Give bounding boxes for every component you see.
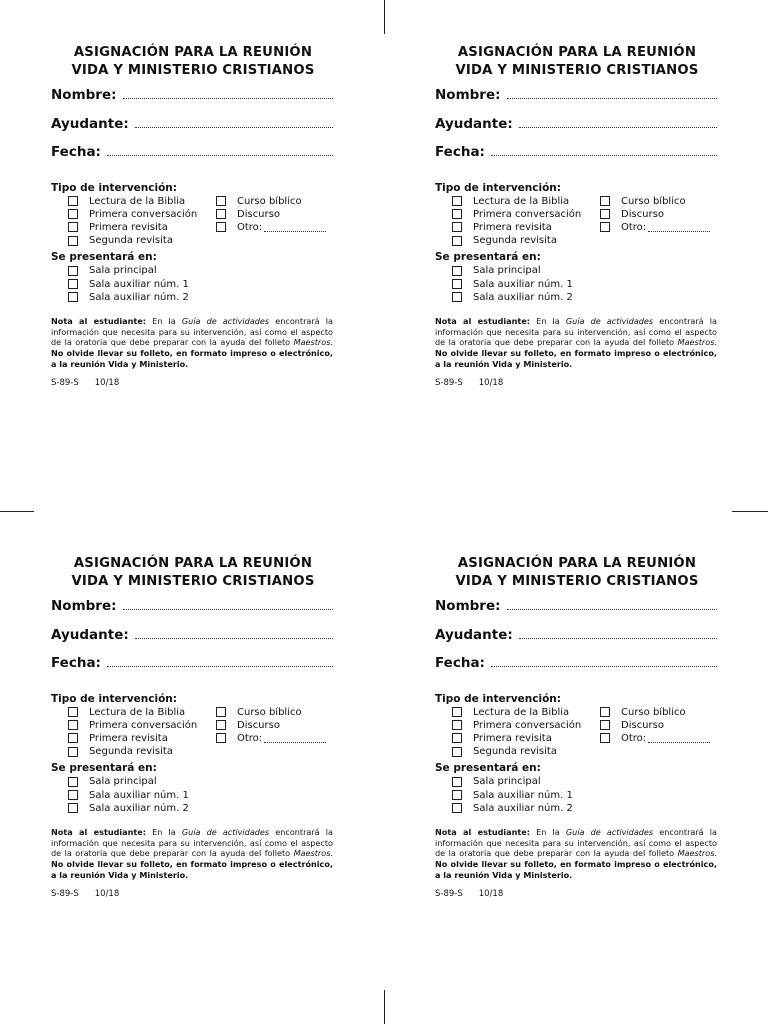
option-talk[interactable] [216, 719, 326, 732]
fields [51, 598, 333, 684]
note-text: encontrará la información que necesita para su intervención, así como el aspecto de la oratoria que debe preparar con la ayuda del folleto [435, 315, 717, 348]
checkbox[interactable] [68, 292, 78, 302]
option-label: Primera revisita [473, 732, 552, 744]
checkbox[interactable] [452, 292, 462, 302]
title-line-2: VIDA Y MINISTERIO CRISTIANOS [455, 574, 699, 589]
student-note [51, 827, 333, 881]
form-code: S-89-S [51, 377, 79, 388]
checkbox[interactable] [68, 236, 78, 246]
checkbox[interactable] [216, 733, 226, 743]
type-options [435, 706, 717, 759]
checkbox[interactable] [216, 196, 226, 206]
option-aux-1[interactable] [68, 277, 216, 290]
option-aux-1[interactable] [68, 788, 216, 801]
checkbox[interactable] [452, 279, 462, 289]
checkbox[interactable] [452, 222, 462, 232]
crop-mark-left [0, 511, 34, 512]
checkbox[interactable] [452, 790, 462, 800]
type-col-1 [452, 706, 600, 759]
form-code: S-89-S [435, 377, 463, 388]
title-line-2: VIDA Y MINISTERIO CRISTIANOS [71, 63, 315, 78]
fields [435, 598, 717, 684]
note-guide: Guía de actividades [565, 826, 654, 837]
name-label: Nombre: [51, 598, 117, 614]
room-title: Se presentará en: [435, 762, 541, 775]
option-aux-2[interactable] [452, 291, 600, 304]
option-aux-2[interactable] [68, 802, 216, 815]
option-aux-2[interactable] [452, 802, 600, 815]
option-first-conversation[interactable] [452, 719, 600, 732]
date-field[interactable] [51, 144, 333, 173]
type-col-2 [216, 706, 326, 759]
option-talk[interactable] [600, 719, 710, 732]
option-label: Sala principal [89, 776, 157, 788]
option-label: Otro: [237, 221, 263, 233]
helper-label: Ayudante: [435, 115, 513, 132]
crop-mark-top [384, 0, 385, 34]
option-talk[interactable] [216, 208, 326, 221]
checkbox[interactable] [68, 196, 78, 206]
option-second-return-visit[interactable] [452, 745, 600, 758]
name-line[interactable] [507, 88, 717, 99]
student-note [51, 316, 333, 370]
helper-line[interactable] [519, 628, 717, 639]
type-col-2 [600, 195, 710, 248]
date-field[interactable] [435, 144, 717, 173]
option-label: Segunda revisita [89, 235, 173, 247]
option-second-return-visit[interactable] [452, 234, 600, 247]
option-bible-study[interactable] [600, 195, 710, 208]
option-label: Sala auxiliar núm. 1 [89, 789, 189, 801]
note-text: En la [529, 315, 566, 326]
option-label: Segunda revisita [89, 746, 173, 758]
slip-title [51, 555, 333, 591]
option-label: Primera conversación [89, 208, 198, 220]
note-booklet: Maestros [677, 848, 715, 859]
checkbox[interactable] [216, 222, 226, 232]
option-other[interactable] [600, 221, 710, 234]
type-options [435, 195, 717, 248]
date-label: Fecha: [51, 655, 101, 671]
other-line[interactable] [648, 734, 710, 743]
other-line[interactable] [264, 734, 326, 743]
type-col-1 [452, 195, 600, 248]
option-label: Primera revisita [473, 221, 552, 233]
other-line[interactable] [648, 223, 710, 232]
option-label: Segunda revisita [473, 746, 557, 758]
option-label: Curso bíblico [237, 706, 302, 718]
option-label: Segunda revisita [473, 235, 557, 247]
room-title: Se presentará en: [51, 251, 157, 264]
checkbox[interactable] [600, 196, 610, 206]
option-label: Primera revisita [89, 221, 168, 233]
form-date: 10/18 [478, 888, 504, 899]
option-label: Sala principal [473, 265, 541, 277]
option-label: Lectura de la Biblia [473, 195, 570, 207]
name-line[interactable] [123, 599, 333, 610]
option-first-return-visit[interactable] [452, 221, 600, 234]
option-bible-study[interactable] [600, 706, 710, 719]
note-booklet: Maestros [677, 337, 715, 348]
checkbox[interactable] [452, 720, 462, 730]
option-bible-study[interactable] [216, 195, 326, 208]
helper-line[interactable] [135, 628, 333, 639]
assignment-slip-4 [435, 555, 717, 925]
option-label: Sala auxiliar núm. 2 [89, 802, 189, 814]
option-label: Sala auxiliar núm. 1 [473, 278, 573, 290]
checkbox[interactable] [452, 196, 462, 206]
checkbox[interactable] [68, 777, 78, 787]
option-reading[interactable] [68, 706, 216, 719]
slip-title [51, 44, 333, 80]
option-main-hall[interactable] [452, 264, 600, 277]
fields [51, 87, 333, 173]
form-code: S-89-S [435, 888, 463, 899]
helper-label: Ayudante: [51, 626, 129, 643]
checkbox[interactable] [600, 720, 610, 730]
option-label: Lectura de la Biblia [89, 195, 186, 207]
checkbox[interactable] [600, 733, 610, 743]
form-code: S-89-S [51, 888, 79, 899]
option-aux-1[interactable] [452, 788, 600, 801]
assignment-slip-3 [51, 555, 333, 925]
checkbox[interactable] [452, 209, 462, 219]
option-other[interactable] [600, 732, 710, 745]
type-title: Tipo de intervención: [435, 692, 561, 705]
note-text: encontrará la información que necesita para su intervención, así como el aspecto de la oratoria que debe preparar con la ayuda del folleto [51, 826, 333, 859]
room-col [452, 264, 600, 304]
option-main-hall[interactable] [68, 264, 216, 277]
option-label: Curso bíblico [621, 195, 686, 207]
note-text: En la [529, 826, 566, 837]
checkbox[interactable] [68, 720, 78, 730]
option-aux-2[interactable] [68, 291, 216, 304]
option-label: Primera conversación [89, 719, 198, 731]
form-date: 10/18 [94, 377, 120, 388]
option-reading[interactable] [68, 195, 216, 208]
checkbox[interactable] [68, 209, 78, 219]
date-label: Fecha: [435, 655, 485, 671]
checkbox[interactable] [452, 707, 462, 717]
note-guide: Guía de actividades [565, 315, 654, 326]
room-options [435, 264, 717, 304]
checkbox[interactable] [452, 803, 462, 813]
name-label: Nombre: [51, 87, 117, 103]
checkbox[interactable] [600, 222, 610, 232]
other-line[interactable] [264, 223, 326, 232]
date-label: Fecha: [51, 144, 101, 160]
note-text: encontrará la información que necesita para su intervención, así como el aspecto de la oratoria que debe preparar con la ayuda del folleto [435, 826, 717, 859]
fields [435, 87, 717, 173]
checkbox[interactable] [68, 803, 78, 813]
option-other[interactable] [216, 732, 326, 745]
option-first-conversation[interactable] [68, 208, 216, 221]
name-line[interactable] [123, 88, 333, 99]
option-label: Sala principal [89, 265, 157, 277]
helper-line[interactable] [519, 117, 717, 128]
form-date: 10/18 [94, 888, 120, 899]
option-label: Curso bíblico [621, 706, 686, 718]
crop-mark-bottom [384, 990, 385, 1024]
room-options [51, 775, 333, 815]
checkbox[interactable] [68, 266, 78, 276]
name-line[interactable] [507, 599, 717, 610]
option-label: Sala principal [473, 776, 541, 788]
checkbox[interactable] [68, 790, 78, 800]
name-label: Nombre: [435, 87, 501, 103]
checkbox[interactable] [216, 209, 226, 219]
helper-field[interactable] [51, 116, 333, 145]
helper-label: Ayudante: [51, 115, 129, 132]
option-label: Sala auxiliar núm. 2 [89, 291, 189, 303]
option-first-conversation[interactable] [452, 208, 600, 221]
checkbox[interactable] [68, 747, 78, 757]
room-col [68, 775, 216, 815]
date-field[interactable] [51, 655, 333, 684]
name-field[interactable] [51, 598, 333, 627]
title-line-1: ASIGNACIÓN PARA LA REUNIÓN [73, 45, 313, 60]
option-label: Sala auxiliar núm. 2 [473, 291, 573, 303]
option-label: Otro: [237, 732, 263, 744]
type-options [51, 706, 333, 759]
checkbox[interactable] [600, 707, 610, 717]
note-bold: No olvide llevar su folleto, en formato impreso o electrónico, a la reunión Vida y Ministerio. [435, 348, 717, 369]
name-label: Nombre: [435, 598, 501, 614]
note-text: . [330, 337, 333, 348]
type-title: Tipo de intervención: [51, 181, 177, 194]
assignment-slip-1 [51, 44, 333, 414]
checkbox[interactable] [68, 733, 78, 743]
checkbox[interactable] [452, 236, 462, 246]
option-label: Sala auxiliar núm. 1 [473, 789, 573, 801]
type-col-2 [600, 706, 710, 759]
note-text: . [330, 848, 333, 859]
option-talk[interactable] [600, 208, 710, 221]
room-title: Se presentará en: [435, 251, 541, 264]
checkbox[interactable] [452, 777, 462, 787]
option-label: Primera revisita [89, 732, 168, 744]
type-col-2 [216, 195, 326, 248]
assignment-slip-2 [435, 44, 717, 414]
form-code-line [51, 378, 333, 388]
title-line-1: ASIGNACIÓN PARA LA REUNIÓN [73, 556, 313, 571]
room-options [435, 775, 717, 815]
crop-mark-right [732, 511, 768, 512]
option-first-return-visit[interactable] [68, 221, 216, 234]
date-line[interactable] [491, 145, 717, 156]
note-guide: Guía de actividades [181, 826, 270, 837]
option-aux-1[interactable] [452, 277, 600, 290]
checkbox[interactable] [452, 747, 462, 757]
option-main-hall[interactable] [68, 775, 216, 788]
helper-field[interactable] [435, 116, 717, 145]
option-label: Primera conversación [473, 208, 582, 220]
checkbox[interactable] [68, 707, 78, 717]
option-bible-study[interactable] [216, 706, 326, 719]
note-label: Nota al estudiante: [435, 315, 530, 326]
date-label: Fecha: [435, 144, 485, 160]
name-field[interactable] [435, 598, 717, 627]
option-label: Primera conversación [473, 719, 582, 731]
note-bold: No olvide llevar su folleto, en formato impreso o electrónico, a la reunión Vida y Ministerio. [435, 859, 717, 880]
room-options [51, 264, 333, 304]
type-title: Tipo de intervención: [51, 692, 177, 705]
helper-field[interactable] [51, 627, 333, 656]
option-second-return-visit[interactable] [68, 234, 216, 247]
form-code-line [435, 889, 717, 899]
checkbox[interactable] [452, 733, 462, 743]
note-guide: Guía de actividades [181, 315, 270, 326]
name-field[interactable] [435, 87, 717, 116]
type-col-1 [68, 706, 216, 759]
date-line[interactable] [107, 145, 333, 156]
title-line-2: VIDA Y MINISTERIO CRISTIANOS [455, 63, 699, 78]
title-line-1: ASIGNACIÓN PARA LA REUNIÓN [457, 45, 697, 60]
option-label: Discurso [237, 719, 280, 731]
room-col [68, 264, 216, 304]
option-second-return-visit[interactable] [68, 745, 216, 758]
note-text: En la [145, 315, 182, 326]
form-code-line [435, 378, 717, 388]
type-title: Tipo de intervención: [435, 181, 561, 194]
option-label: Discurso [237, 208, 280, 220]
date-field[interactable] [435, 655, 717, 684]
date-line[interactable] [107, 656, 333, 667]
helper-field[interactable] [435, 627, 717, 656]
form-code-line [51, 889, 333, 899]
checkbox[interactable] [452, 266, 462, 276]
option-label: Curso bíblico [237, 195, 302, 207]
option-label: Discurso [621, 208, 664, 220]
option-reading[interactable] [452, 195, 600, 208]
option-first-return-visit[interactable] [68, 732, 216, 745]
note-text: . [714, 848, 717, 859]
option-main-hall[interactable] [452, 775, 600, 788]
option-other[interactable] [216, 221, 326, 234]
option-label: Discurso [621, 719, 664, 731]
checkbox[interactable] [68, 222, 78, 232]
checkbox[interactable] [216, 707, 226, 717]
student-note [435, 316, 717, 370]
student-note [435, 827, 717, 881]
option-label: Sala auxiliar núm. 1 [89, 278, 189, 290]
slip-title [435, 44, 717, 80]
title-line-1: ASIGNACIÓN PARA LA REUNIÓN [457, 556, 697, 571]
note-booklet: Maestros [293, 337, 331, 348]
checkbox[interactable] [68, 279, 78, 289]
date-line[interactable] [491, 656, 717, 667]
option-label: Otro: [621, 221, 647, 233]
name-field[interactable] [51, 87, 333, 116]
note-text: . [714, 337, 717, 348]
option-label: Lectura de la Biblia [89, 706, 186, 718]
note-label: Nota al estudiante: [51, 315, 146, 326]
option-label: Sala auxiliar núm. 2 [473, 802, 573, 814]
helper-line[interactable] [135, 117, 333, 128]
note-text: En la [145, 826, 182, 837]
option-label: Lectura de la Biblia [473, 706, 570, 718]
slip-title [435, 555, 717, 591]
option-first-return-visit[interactable] [452, 732, 600, 745]
type-options [51, 195, 333, 248]
type-col-1 [68, 195, 216, 248]
room-title: Se presentará en: [51, 762, 157, 775]
option-first-conversation[interactable] [68, 719, 216, 732]
note-booklet: Maestros [293, 848, 331, 859]
helper-label: Ayudante: [435, 626, 513, 643]
option-reading[interactable] [452, 706, 600, 719]
form-date: 10/18 [478, 377, 504, 388]
checkbox[interactable] [600, 209, 610, 219]
note-text: encontrará la información que necesita para su intervención, así como el aspecto de la oratoria que debe preparar con la ayuda del folleto [51, 315, 333, 348]
note-label: Nota al estudiante: [435, 826, 530, 837]
note-label: Nota al estudiante: [51, 826, 146, 837]
checkbox[interactable] [216, 720, 226, 730]
title-line-2: VIDA Y MINISTERIO CRISTIANOS [71, 574, 315, 589]
note-bold: No olvide llevar su folleto, en formato impreso o electrónico, a la reunión Vida y Ministerio. [51, 859, 333, 880]
note-bold: No olvide llevar su folleto, en formato impreso o electrónico, a la reunión Vida y Ministerio. [51, 348, 333, 369]
option-label: Otro: [621, 732, 647, 744]
room-col [452, 775, 600, 815]
